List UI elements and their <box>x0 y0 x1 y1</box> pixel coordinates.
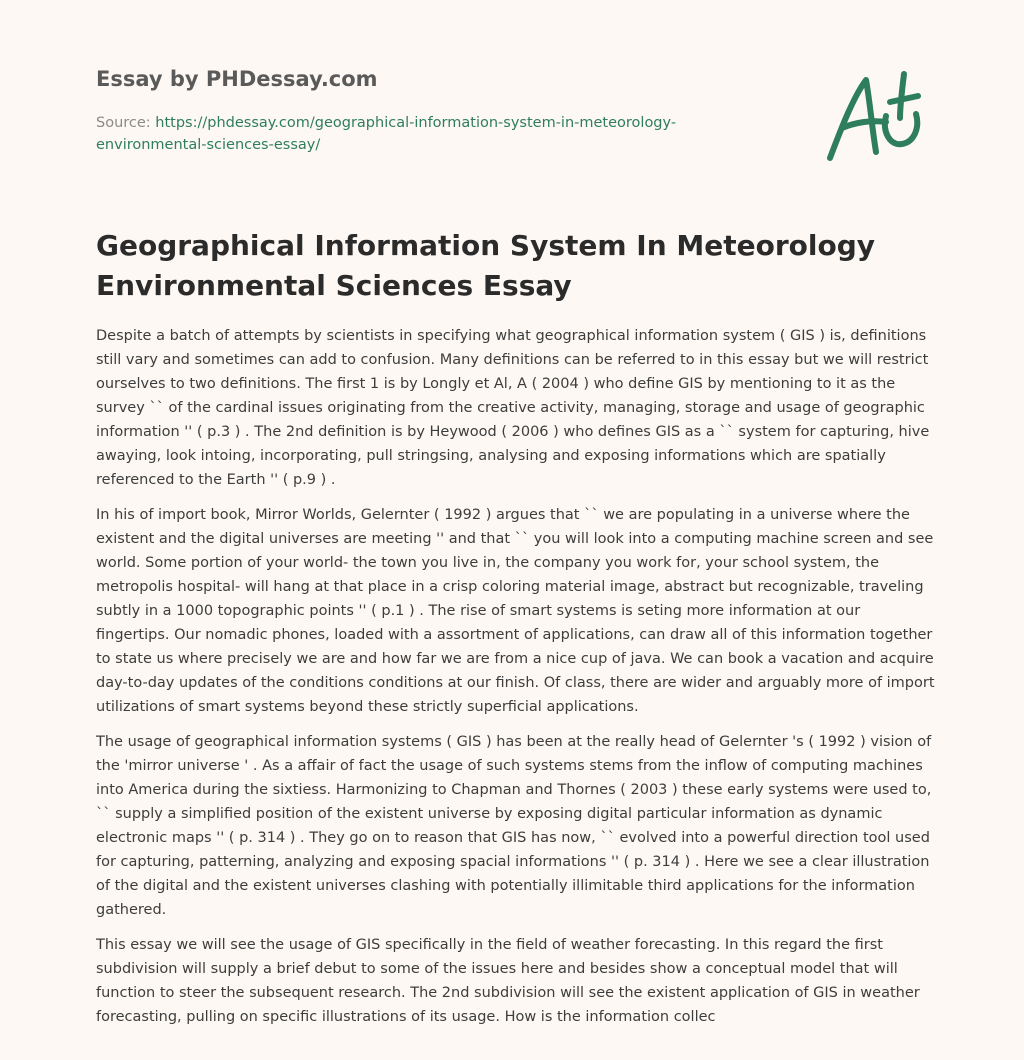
a-plus-logo-icon <box>820 66 930 166</box>
site-brand: Essay by PHDessay.com <box>96 67 378 91</box>
essay-body <box>96 324 936 1040</box>
paragraph: This essay we will see the usage of GIS specifically in the field of weather forecasting. In this regard the first subdivision will supply a brief debut to some of the issues here and besides show a conceptual model that will function to steer the subsequent research. The 2nd subdivision will see the existent application of GIS in weather forecasting, pulling on specific illustrations of its usage. How is the information collec <box>96 937 920 1025</box>
paragraph: Despite a batch of attempts by scientists in specifying what geographical information system ( GIS ) is, definitions still vary and sometimes can add to confusion. Many definitions can be referred to in this essay but we will restrict ourselves to two definitions. The first 1 is by Longly et Al, A ( 2004 ) who define GIS by mentioning to it as the survey `` of the cardinal issues originating from the creative activity, managing, storage and usage of geographic information '' ( p.3 ) . The 2nd definition is by Heywood ( 2006 ) who defines GIS as a `` system for capturing, hive awaying, look intoing, incorporating, pull stringsing, analysing and exposing informations which are spatially referenced to the Earth '' ( p.9 ) . <box>96 328 930 488</box>
source-line <box>96 112 736 156</box>
source-link[interactable]: https://phdessay.com/geographical-information-system-in-meteorology-environmental-sciences-essay/ <box>96 115 677 153</box>
paragraph: The usage of geographical information systems ( GIS ) has been at the really head of Gelernter 's ( 1992 ) vision of the 'mirror universe ' . As a affair of fact the usage of such systems stems from the inflow of computing machines into America during the sixtiess. Harmonizing to Chapman and Thornes ( 2003 ) these early systems were used to, `` supply a simplified position of the existent universe by exposing digital particular information as dynamic electronic maps '' ( p. 314 ) . They go on to reason that GIS has now, `` evolved into a powerful direction tool used for capturing, patterning, analyzing and exposing spacial informations '' ( p. 314 ) . Here we see a clear illustration of the digital and the existent universes clashing with potentially illimitable third applications for the information gathered. <box>96 734 932 918</box>
paragraph: In his of import book, Mirror Worlds, Gelernter ( 1992 ) argues that `` we are populating in a universe where the existent and the digital universes are meeting '' and that `` you will look into a computing machine screen and see world. Some portion of your world- the town you live in, the company you work for, your school system, the metropolis hospital- will hang at that place in a crisp coloring material image, abstract but recognizable, traveling subtly in a 1000 topographic points '' ( p.1 ) . The rise of smart systems is seting more information at our fingertips. Our nomadic phones, loaded with a assortment of applications, can draw all of this information together to state us where precisely we are and how far we are from a nice cup of java. We can book a vacation and acquire day-to-day updates of the conditions conditions at our finish. Of class, there are wider and arguably more of import utilizations of smart systems beyond these strictly superficial applications. <box>96 507 935 715</box>
essay-title: Geographical Information System In Meteorology Environmental Sciences Essay <box>96 229 876 302</box>
source-label: Source: <box>96 115 151 131</box>
